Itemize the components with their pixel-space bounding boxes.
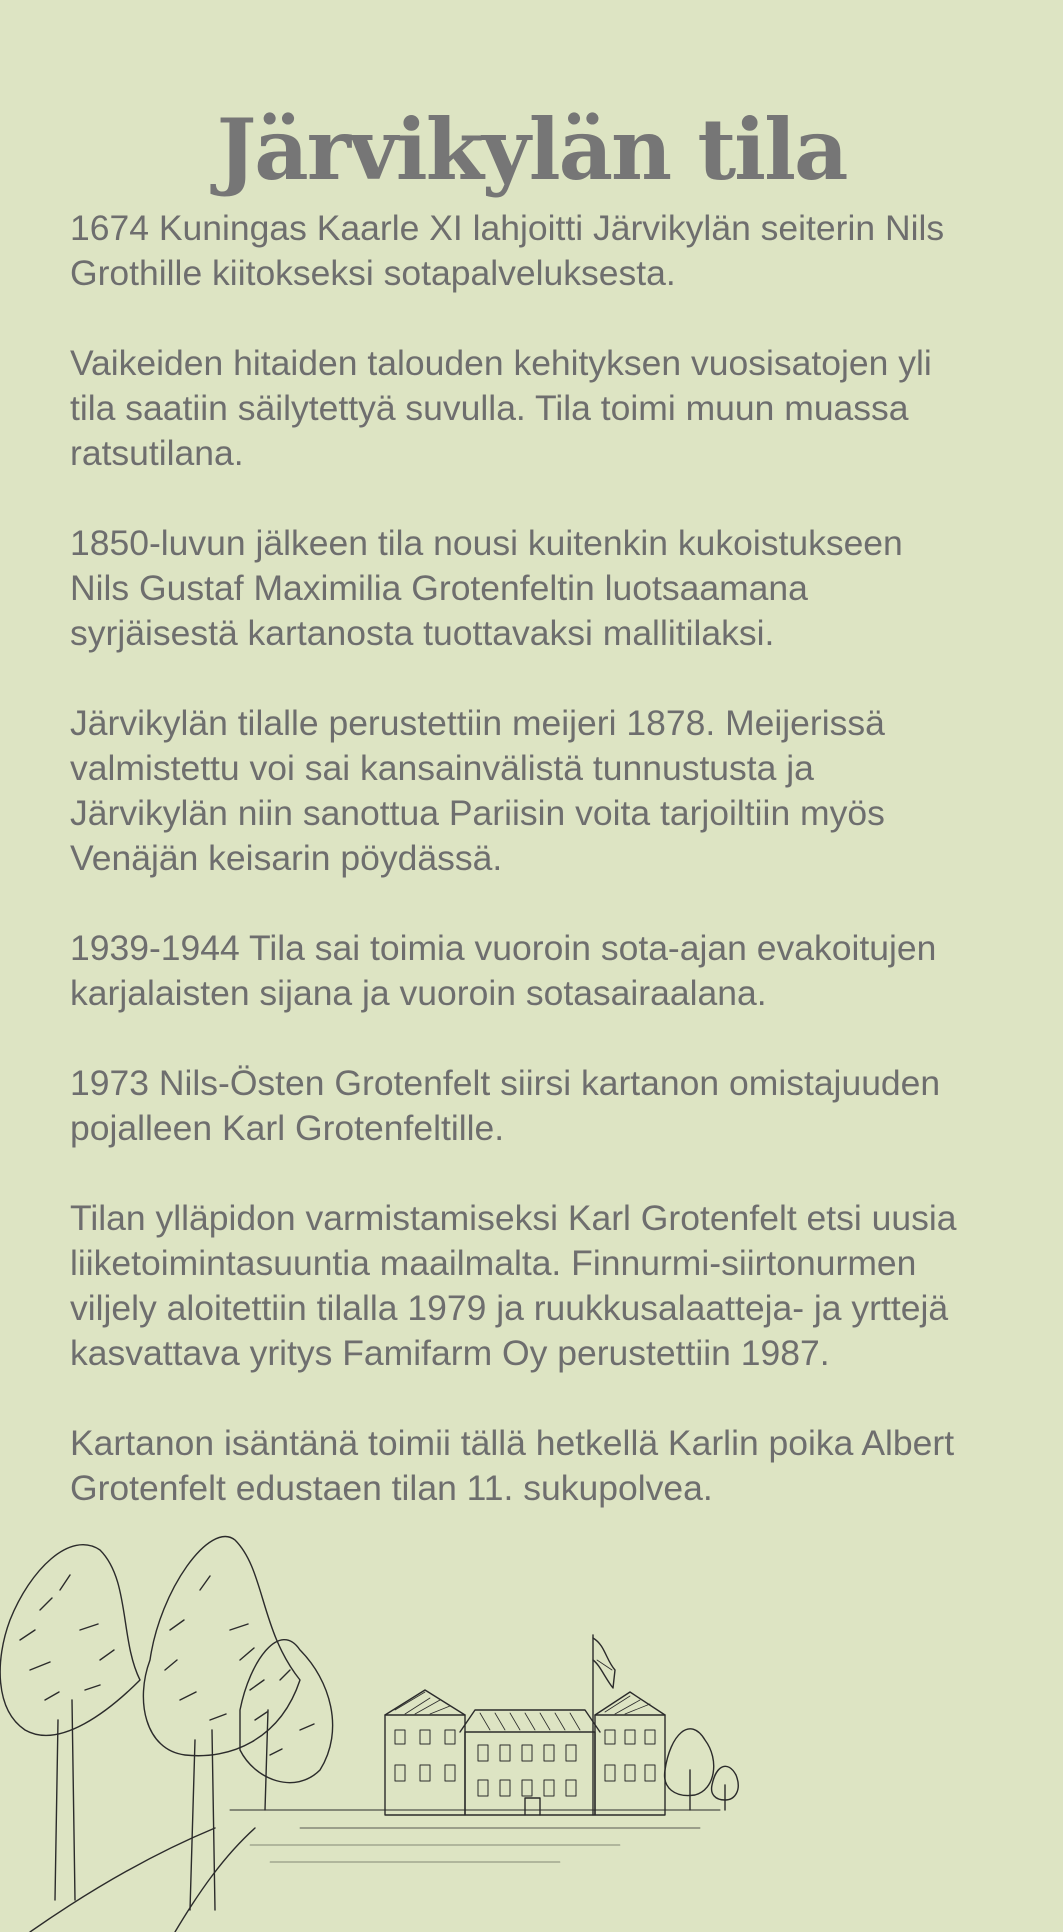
manor-illustration xyxy=(0,1510,760,1932)
flagpole xyxy=(593,1635,615,1815)
tree-mid xyxy=(240,1640,333,1810)
paragraph xyxy=(70,206,1030,296)
text-line: viljely aloitettiin tilalla 1979 ja ruukkusalaatteja- ja yrttejä xyxy=(70,1288,949,1328)
text-line: pojalleen Karl Grotenfeltille. xyxy=(70,1108,505,1148)
manor-building xyxy=(385,1690,665,1815)
text-line: tila saatiin säilytettyä suvulla. Tila toimi muun muassa xyxy=(70,388,909,428)
page-title: Järvikylän tila xyxy=(216,100,847,200)
text-line: Järvikylän tilalle perustettiin meijeri 1878. Meijerissä xyxy=(70,703,885,743)
text-line: Järvikylän niin sanottua Pariisin voita tarjoiltiin myös xyxy=(70,793,885,833)
paragraph xyxy=(70,341,1030,476)
paragraph xyxy=(70,1421,1030,1511)
text-line: Nils Gustaf Maximilia Grotenfeltin luotsaamana xyxy=(70,568,808,608)
paragraph xyxy=(70,1061,1030,1151)
text-line: Grotenfelt edustaen tilan 11. sukupolvea. xyxy=(70,1468,713,1508)
text-line: kasvattava yritys Famifarm Oy perustettiin 1987. xyxy=(70,1333,830,1373)
text-line: 1939-1944 Tila sai toimia vuoroin sota-ajan evakoitujen xyxy=(70,928,937,968)
text-line: 1850-luvun jälkeen tila nousi kuitenkin kukoistukseen xyxy=(70,523,903,563)
tree-right xyxy=(665,1729,739,1810)
paragraph xyxy=(70,701,1030,881)
paragraph xyxy=(70,1196,1030,1376)
history-text xyxy=(70,206,1030,1556)
paragraph xyxy=(70,926,1030,1016)
text-line: 1973 Nils-Östen Grotenfelt siirsi kartanon omistajuuden xyxy=(70,1063,941,1103)
text-line: syrjäisestä kartanosta tuottavaksi mallitilaksi. xyxy=(70,613,775,653)
tree-left-2 xyxy=(143,1537,300,1910)
tree-left-1 xyxy=(0,1545,140,1900)
text-line: Vaikeiden hitaiden talouden kehityksen vuosisatojen yli xyxy=(70,343,932,383)
text-line: liiketoimintasuuntia maailmalta. Finnurmi-siirtonurmen xyxy=(70,1243,917,1283)
text-line: valmistettu voi sai kansainvälistä tunnustusta ja xyxy=(70,748,814,788)
paragraph xyxy=(70,521,1030,656)
text-line: ratsutilana. xyxy=(70,433,244,473)
text-line: 1674 Kuningas Kaarle XI lahjoitti Järvikylän seiterin Nils xyxy=(70,208,945,248)
text-line: Venäjän keisarin pöydässä. xyxy=(70,838,503,878)
text-line: Grothille kiitokseksi sotapalveluksesta. xyxy=(70,253,676,293)
text-line: karjalaisten sijana ja vuoroin sotasairaalana. xyxy=(70,973,767,1013)
text-line: Kartanon isäntänä toimii tällä hetkellä Karlin poika Albert xyxy=(70,1423,955,1463)
text-line: Tilan ylläpidon varmistamiseksi Karl Grotenfelt etsi uusia xyxy=(70,1198,957,1238)
